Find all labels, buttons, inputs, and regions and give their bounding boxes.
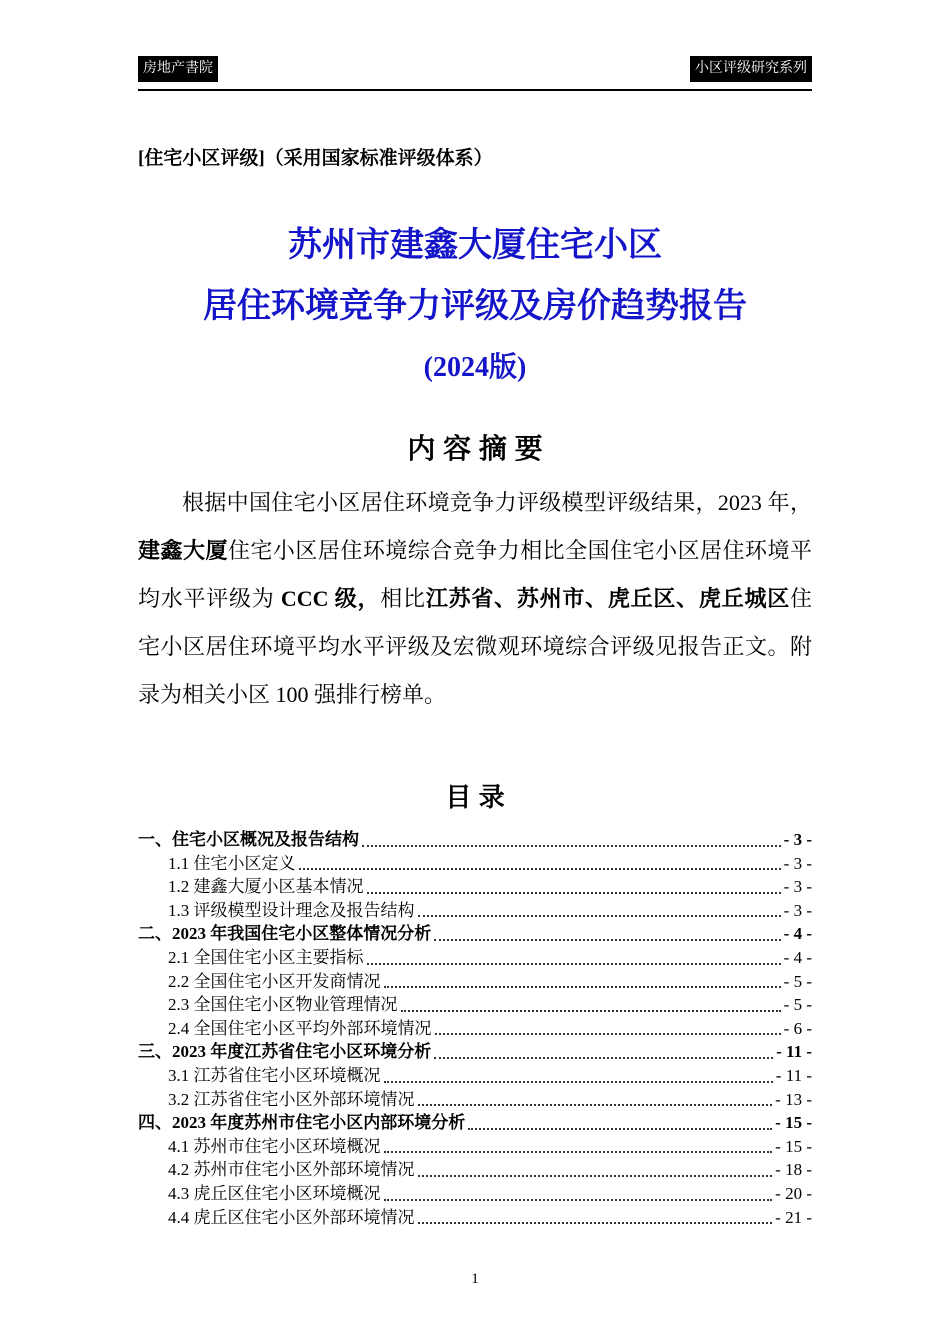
toc-entry[interactable] <box>138 1040 812 1064</box>
toc-entry[interactable] <box>138 922 812 946</box>
toc-dot-leader <box>384 1081 773 1083</box>
summary-segment: 江苏省、苏州市、虎丘区、虎丘城区 <box>425 586 790 611</box>
toc-entry-label: 4.4 虎丘区住宅小区外部环境情况 <box>168 1207 415 1227</box>
footer-page-number: 1 <box>471 1271 479 1287</box>
report-title-edition: (2024版) <box>423 352 527 383</box>
toc-dot-leader <box>384 986 781 988</box>
report-title-line2: 居住环境竞争力评级及房价趋势报告 <box>203 288 747 325</box>
toc-entry-label: 1.3 评级模型设计理念及报告结构 <box>168 900 415 920</box>
toc-entry-label: 4.1 苏州市住宅小区环境概况 <box>168 1136 381 1156</box>
toc-entry[interactable] <box>138 875 812 899</box>
toc-dot-leader <box>367 892 781 894</box>
toc-entry[interactable] <box>138 852 812 876</box>
toc-entry-page: - 21 - <box>775 1207 812 1227</box>
toc-dot-leader <box>418 1222 773 1224</box>
toc-dot-leader <box>362 845 781 847</box>
toc-dot-leader <box>435 1033 781 1035</box>
toc-entry[interactable] <box>138 1158 812 1182</box>
summary-paragraph <box>138 479 812 719</box>
toc-entry-label: 2.2 全国住宅小区开发商情况 <box>168 971 381 991</box>
toc-entry-label: 四、2023 年度苏州市住宅小区内部环境分析 <box>138 1113 466 1133</box>
toc-dot-leader <box>299 868 781 870</box>
toc-entry-label: 三、2023 年度江苏省住宅小区环境分析 <box>138 1042 432 1062</box>
toc-heading: 目 录 <box>445 782 505 812</box>
toc-dot-leader <box>434 939 780 941</box>
toc-dot-leader <box>418 915 781 917</box>
toc-entry-page: - 15 - <box>775 1136 812 1156</box>
toc-entry-page: - 15 - <box>775 1113 812 1133</box>
toc-entry-page: - 3 - <box>783 877 812 897</box>
toc-entry-page: - 13 - <box>775 1089 812 1109</box>
report-title-line1: 苏州市建鑫大厦住宅小区 <box>288 227 662 264</box>
toc-entry-page: - 4 - <box>783 947 812 967</box>
toc-list <box>138 828 812 1229</box>
toc-entry-page: - 6 - <box>783 1018 812 1038</box>
toc-entry-page: - 4 - <box>783 924 812 944</box>
toc-dot-leader <box>384 1151 773 1153</box>
toc-entry[interactable] <box>138 946 812 970</box>
toc-entry-label: 4.3 虎丘区住宅小区环境概况 <box>168 1183 381 1203</box>
toc-entry[interactable] <box>138 828 812 852</box>
summary-segment: CCC 级， <box>280 586 381 611</box>
toc-entry-label: 1.2 建鑫大厦小区基本情况 <box>168 877 364 897</box>
summary-segment: 根据中国住宅小区居住环境竞争力评级模型评级结果，2023 年， <box>182 490 812 515</box>
toc-entry-page: - 11 - <box>776 1042 812 1062</box>
toc-dot-leader <box>468 1128 772 1130</box>
summary-heading: 内 容 摘 要 <box>407 433 543 464</box>
toc-dot-leader <box>418 1104 773 1106</box>
summary-segment: 相比 <box>380 586 426 611</box>
summary-segment: 建鑫大厦 <box>138 538 228 563</box>
toc-entry[interactable] <box>138 1135 812 1159</box>
toc-entry-label: 3.1 江苏省住宅小区环境概况 <box>168 1065 381 1085</box>
toc-entry-page: - 3 - <box>783 830 812 849</box>
toc-entry-label: 一、住宅小区概况及报告结构 <box>138 830 359 849</box>
toc-entry[interactable] <box>138 1111 812 1135</box>
toc-entry[interactable] <box>138 1182 812 1206</box>
toc-entry-label: 2.3 全国住宅小区物业管理情况 <box>168 995 398 1015</box>
page-header <box>138 56 812 91</box>
toc-entry-label: 二、2023 年我国住宅小区整体情况分析 <box>138 924 432 944</box>
toc-dot-leader <box>401 1010 781 1012</box>
rating-tag-line: [住宅小区评级]（采用国家标准评级体系） <box>138 148 493 169</box>
toc-entry[interactable] <box>138 993 812 1017</box>
toc-entry-label: 4.2 苏州市住宅小区外部环境情况 <box>168 1160 415 1180</box>
toc-entry-page: - 3 - <box>783 900 812 920</box>
toc-entry-page: - 5 - <box>783 995 812 1015</box>
toc-entry-page: - 3 - <box>783 853 812 873</box>
header-right-badge: 小区评级研究系列 <box>690 56 812 82</box>
toc-entry[interactable] <box>138 1088 812 1112</box>
toc-entry[interactable] <box>138 970 812 994</box>
toc-dot-leader <box>367 963 781 965</box>
toc-dot-leader <box>418 1175 773 1177</box>
toc-entry-label: 1.1 住宅小区定义 <box>168 853 296 873</box>
toc-entry-page: - 11 - <box>775 1065 812 1085</box>
toc-entry[interactable] <box>138 1017 812 1041</box>
toc-entry[interactable] <box>138 1206 812 1230</box>
toc-entry-page: - 20 - <box>775 1183 812 1203</box>
toc-entry-label: 2.1 全国住宅小区主要指标 <box>168 947 364 967</box>
summary-segment: 住宅小区居住环境平均水平评级及宏微观环境综合评级见报告正文。附录为相关小区 100 强排行榜单。 <box>138 586 812 707</box>
header-left-badge: 房地产書院 <box>138 56 218 82</box>
toc-entry[interactable] <box>138 899 812 923</box>
toc-entry[interactable] <box>138 1064 812 1088</box>
toc-entry-page: - 18 - <box>775 1160 812 1180</box>
toc-dot-leader <box>434 1057 773 1059</box>
toc-entry-page: - 5 - <box>783 971 812 991</box>
toc-entry-label: 2.4 全国住宅小区平均外部环境情况 <box>168 1018 432 1038</box>
summary-segment: 住宅小区居住环境综合竞争力相比全国住宅小区居住环境平均水平评级为 <box>138 538 812 611</box>
report-title-block <box>138 224 812 387</box>
toc-entry-label: 3.2 江苏省住宅小区外部环境情况 <box>168 1089 415 1109</box>
toc-dot-leader <box>384 1199 773 1201</box>
